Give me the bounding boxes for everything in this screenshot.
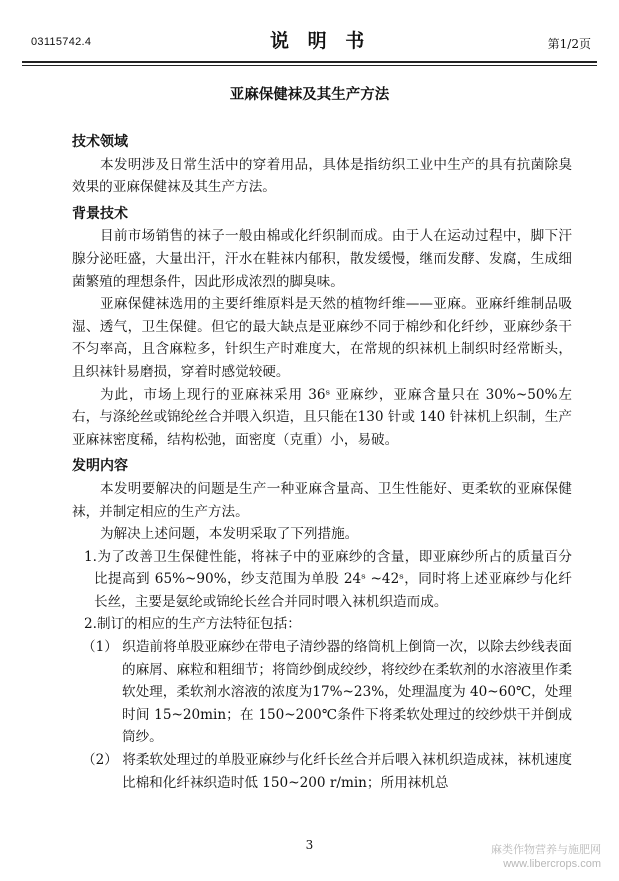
application-number: 03115742.4: [31, 36, 92, 48]
sub-list-item: （2） 将柔软处理过的单股亚麻纱与化纤长丝合并后喂入袜机织造成袜，袜机速度比棉和化纤袜织造时低 150~200 r/min；所用袜机总: [82, 752, 572, 791]
section-heading-tech-field: 技术领域: [72, 134, 128, 150]
header-rule-thick: [22, 61, 597, 63]
paragraph: 为解决上述问题，本发明采取了下列措施。: [100, 526, 359, 543]
section-heading-invention: 发明内容: [72, 458, 128, 475]
document-body: [72, 131, 572, 794]
list-item: 1.为了改善卫生保健性能，将袜子中的亚麻纱的含量，即亚麻纱所占的质量百分比提高到 65%~90%，纱支范围为单股 24ˢ ~42ˢ，同时将上述亚麻纱与化纤长丝，主要是氨纶或锦纶长丝合并同时喂入袜机织造而成。: [84, 548, 572, 610]
document-title: 亚麻保健袜及其生产方法: [229, 86, 390, 103]
watermark-url: www.libercrops.com: [503, 858, 601, 870]
paragraph: 亚麻保健袜选用的主要纤维原料是天然的植物纤维——亚麻。亚麻纤维制品吸湿、透气，卫生保健。但它的最大缺点是亚麻纱不同于棉纱和化纤纱，亚麻纱条干不匀率高，且含麻粒多，针织生产时难度大，在常规的织袜机上制织时经常断头，且织袜针易磨损，穿着时感觉较硬。: [72, 296, 572, 380]
paragraph: 目前市场销售的袜子一般由棉或化纤织制而成。由于人在运动过程中，脚下汗腺分泌旺盛，大量出汗，汗水在鞋袜内郁积，散发缓慢，继而发酵、发腐，生成细菌繁殖的理想条件，因此形成浓烈的脚臭味。: [72, 228, 572, 290]
page-number: 3: [305, 838, 314, 852]
header-title: 说 明 书: [270, 30, 371, 52]
page-indicator: 第1/2页: [547, 37, 591, 51]
header-rule-thin: [22, 65, 597, 66]
section-heading-background: 背景技术: [72, 205, 128, 222]
sub-list-item: （1） 织造前将单股亚麻纱在带电子清纱器的络筒机上倒筒一次，以除去纱线表面的麻屑、麻粒和粗细节；将筒纱倒成绞纱，将绞纱在柔软剂的水溶液里作柔软处理，柔软剂水溶液的浓度为17%~23%，处理温度为 40~60℃，处理时间 15~20min；在 150~200℃条件下将柔软处理过的绞纱烘干并倒成筒纱。: [82, 639, 572, 746]
list-item: 2.制订的相应的生产方法特征包括：: [84, 616, 301, 633]
watermark-text: 麻类作物营养与施肥网: [491, 844, 601, 856]
paragraph: 本发明要解决的问题是生产一种亚麻含量高、卫生性能好、更柔软的亚麻保健袜，并制定相应的生产方法。: [72, 480, 572, 520]
paragraph: 为此，市场上现行的亚麻袜采用 36ˢ 亚麻纱，亚麻含量只在 30%~50%左右，与涤纶丝或锦纶丝合并喂入织造，且只能在130 针或 140 针袜机上织制，生产亚麻袜密度稀，结构松弛，面密度（克重）小，易破。: [72, 386, 572, 448]
paragraph: 本发明涉及日常生活中的穿着用品，具体是指纺织工业中生产的具有抗菌除臭效果的亚麻保健袜及其生产方法。: [72, 156, 572, 196]
watermark: [491, 843, 601, 871]
